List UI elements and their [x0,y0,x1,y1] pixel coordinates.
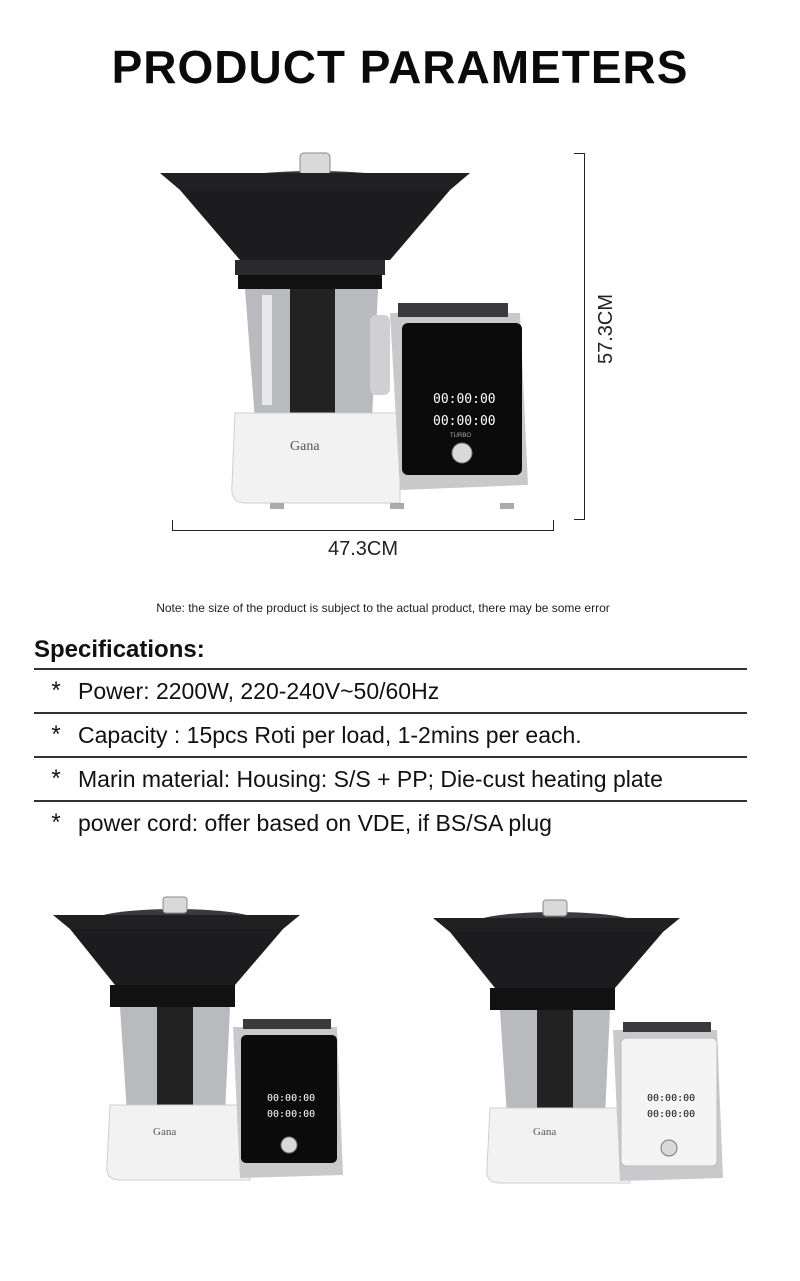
height-dimension-label: 57.3CM [595,293,617,365]
height-dimension-line [574,153,585,520]
page-title: PRODUCT PARAMETERS [111,41,689,93]
spec-text: Capacity : 15pcs Roti per load, 1-2mins per each. [78,721,582,748]
specifications-heading: Specifications: [34,636,205,663]
brand-logo: Gana [533,1126,557,1138]
width-dimension-line [172,520,554,531]
brand-logo: Gana [153,1126,177,1138]
spec-item [34,800,747,844]
display-time-2: 00:00:00 [433,414,496,429]
bullet-icon: * [51,677,61,704]
display-time-2: 00:00:00 [267,1109,316,1120]
bullet-icon: * [51,809,61,836]
spec-item [34,668,747,712]
display-time-1: 00:00:00 [647,1093,696,1104]
specifications-list [34,668,747,844]
product-image-white-panel [425,898,745,1198]
spec-item [34,756,747,800]
spec-text: power cord: offer based on VDE, if BS/SA plug [78,809,552,836]
display-mode: TURBO [450,433,471,439]
spec-text: Power: 2200W, 220-240V~50/60Hz [78,677,440,704]
display-time-2: 00:00:00 [647,1109,696,1120]
product-image-black-panel [45,895,365,1195]
product-image-main [150,145,540,515]
brand-logo: Gana [290,439,320,454]
width-dimension-label: 47.3CM [327,538,399,560]
display-time-1: 00:00:00 [433,392,496,407]
display-time-1: 00:00:00 [267,1093,316,1104]
spec-item [34,712,747,756]
spec-text: Marin material: Housing: S/S + PP; Die-cust heating plate [78,765,663,792]
size-note: Note: the size of the product is subject to the actual product, there may be some error [156,601,610,615]
bullet-icon: * [51,765,61,792]
bullet-icon: * [51,721,61,748]
